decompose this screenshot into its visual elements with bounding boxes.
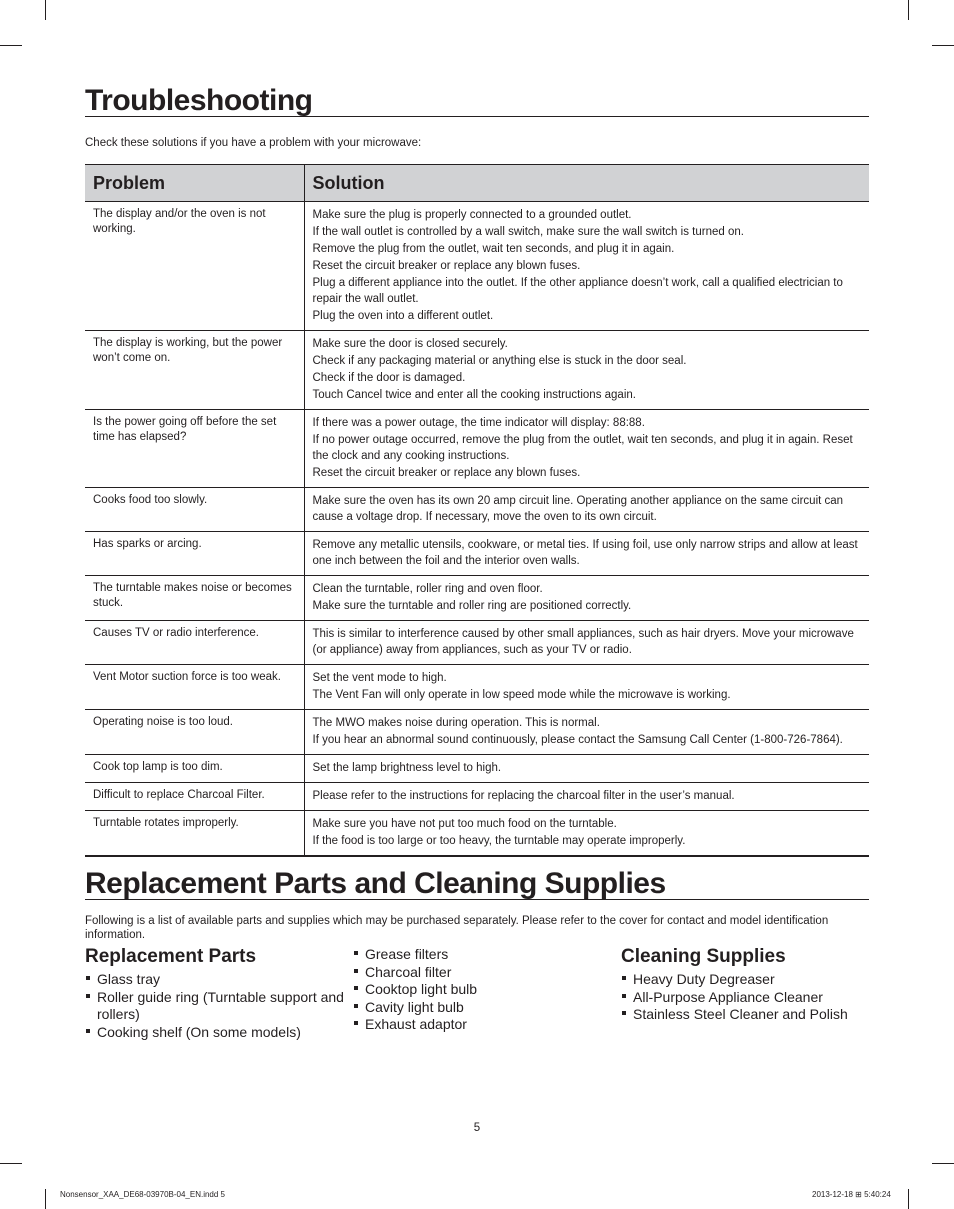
table-row (85, 202, 869, 331)
solution-line: Check if any packaging material or anything else is stuck in the door seal. (312, 355, 687, 367)
problem-cell: Turntable rotates improperly. (85, 811, 304, 857)
problem-cell: Has sparks or arcing. (85, 532, 304, 576)
list-item: Glass tray (85, 971, 345, 989)
list-item: Heavy Duty Degreaser (621, 971, 881, 989)
table-row (85, 532, 869, 576)
table-body (85, 202, 869, 857)
solution-line: Check if the door is damaged. (312, 372, 466, 384)
solution-line: If there was a power outage, the time indicator will display: 88:88. (312, 417, 645, 429)
solution-cell (304, 576, 869, 621)
solution-line: Make sure the plug is properly connected to a grounded outlet. (312, 209, 632, 221)
crop-mark (0, 1163, 22, 1164)
problem-cell: Is the power going off before the set time has elapsed? (85, 410, 304, 488)
solution-cell (304, 331, 869, 410)
table-row (85, 811, 869, 857)
list-item: Cooktop light bulb (353, 981, 553, 999)
crop-mark (45, 1189, 46, 1209)
solution-line: Reset the circuit breaker or replace any blown fuses. (312, 260, 581, 272)
problem-cell: Causes TV or radio interference. (85, 621, 304, 665)
table-row (85, 331, 869, 410)
problem-cell: Cooks food too slowly. (85, 488, 304, 532)
solution-cell (304, 410, 869, 488)
solution-cell (304, 202, 869, 331)
solution-cell (304, 811, 869, 857)
troubleshooting-title: Troubleshooting (85, 82, 869, 117)
replacement-intro: Following is a list of available parts and supplies which may be purchased separately. Please refer to the cover for contact and model identification information. (85, 915, 829, 941)
crop-mark (908, 0, 909, 20)
parts-list (85, 971, 345, 1041)
table-header-row (85, 165, 869, 202)
problem-column-header: Problem (85, 165, 304, 202)
problem-cell: Difficult to replace Charcoal Filter. (85, 783, 304, 811)
cleaning-list (621, 971, 881, 1024)
list-item: Grease filters (353, 946, 553, 964)
solution-line: Set the lamp brightness level to high. (312, 762, 502, 774)
list-item: Exhaust adaptor (353, 1016, 553, 1034)
solution-line: Remove any metallic utensils, cookware, or metal ties. If using foil, use only narrow strips and allow at least one inch between the foil and the interior oven walls. (312, 539, 858, 567)
list-item: All-Purpose Appliance Cleaner (621, 989, 881, 1007)
solution-line: If the food is too large or too heavy, the turntable may operate improperly. (312, 835, 686, 847)
problem-cell: Operating noise is too loud. (85, 710, 304, 755)
table-row (85, 576, 869, 621)
solution-line: Reset the circuit breaker or replace any blown fuses. (312, 467, 581, 479)
troubleshooting-table (85, 164, 869, 857)
solution-line: Set the vent mode to high. (312, 672, 447, 684)
table-row (85, 621, 869, 665)
problem-cell: The display is working, but the power won’t come on. (85, 331, 304, 410)
crop-mark (932, 45, 954, 46)
solution-cell (304, 532, 869, 576)
problem-cell: Cook top lamp is too dim. (85, 755, 304, 783)
crop-mark (932, 1163, 954, 1164)
solution-line: The Vent Fan will only operate in low speed mode while the microwave is working. (312, 689, 731, 701)
cleaning-supplies-heading: Cleaning Supplies (621, 946, 786, 967)
crop-mark (908, 1189, 909, 1209)
page-number: 5 (473, 1122, 481, 1134)
solution-line: Please refer to the instructions for replacing the charcoal filter in the user’s manual. (312, 790, 735, 802)
crop-mark (0, 45, 22, 46)
solution-cell (304, 621, 869, 665)
replacement-parts-column (85, 945, 345, 1041)
slug-timestamp: 2013-12-18 ⊞ 5:40:24 (812, 1190, 891, 1199)
problem-cell: Vent Motor suction force is too weak. (85, 665, 304, 710)
list-item: Cooking shelf (On some models) (85, 1024, 345, 1042)
slug-filename: Nonsensor_XAA_DE68-03970B-04_EN.indd 5 (60, 1190, 225, 1199)
solution-line: If you hear an abnormal sound continuously, please contact the Samsung Call Center (1-800-726-7864). (312, 734, 843, 746)
solution-line: Plug a different appliance into the outlet. If the other appliance doesn’t work, call a qualified electrician to repair the wall outlet. (312, 277, 843, 305)
list-item: Stainless Steel Cleaner and Polish (621, 1006, 881, 1024)
table-row (85, 783, 869, 811)
table-row (85, 710, 869, 755)
solution-line: Make sure the turntable and roller ring are positioned correctly. (312, 600, 632, 612)
solution-line: Touch Cancel twice and enter all the cooking instructions again. (312, 389, 636, 401)
solution-cell (304, 783, 869, 811)
table-row (85, 410, 869, 488)
solution-cell (304, 665, 869, 710)
replacement-title: Replacement Parts and Cleaning Supplies (85, 864, 869, 900)
solution-line: If the wall outlet is controlled by a wall switch, make sure the wall switch is turned on. (312, 226, 744, 238)
solution-cell (304, 755, 869, 783)
list-item: Charcoal filter (353, 964, 553, 982)
solution-line: Remove the plug from the outlet, wait ten seconds, and plug it in again. (312, 243, 675, 255)
problem-cell: The turntable makes noise or becomes stuck. (85, 576, 304, 621)
solution-cell (304, 710, 869, 755)
solution-cell (304, 488, 869, 532)
solution-line: Make sure you have not put too much food on the turntable. (312, 818, 617, 830)
replacement-parts-heading: Replacement Parts (85, 946, 257, 967)
solution-line: The MWO makes noise during operation. This is normal. (312, 717, 600, 729)
crop-mark (45, 0, 46, 20)
replacement-parts-column-2 (353, 946, 553, 1034)
problem-cell: The display and/or the oven is not working. (85, 202, 304, 331)
troubleshooting-intro: Check these solutions if you have a problem with your microwave: (85, 137, 422, 149)
list-item: Roller guide ring (Turntable support and rollers) (85, 989, 345, 1024)
solution-line: Make sure the oven has its own 20 amp circuit line. Operating another appliance on the same circuit can cause a voltage drop. If necessary, move the oven to its own circuit. (312, 495, 844, 523)
parts-list (353, 946, 553, 1034)
cleaning-supplies-column (621, 945, 881, 1024)
solution-line: This is similar to interference caused by other small appliances, such as hair dryers. Move your microwave (or appliance) away from appliances, such as your TV or radio. (312, 628, 854, 656)
solution-line: Make sure the door is closed securely. (312, 338, 508, 350)
table-row (85, 488, 869, 532)
table-row (85, 755, 869, 783)
solution-line: Plug the oven into a different outlet. (312, 310, 494, 322)
table-row (85, 665, 869, 710)
solution-line: Clean the turntable, roller ring and oven floor. (312, 583, 543, 595)
list-item: Cavity light bulb (353, 999, 553, 1017)
solution-column-header: Solution (304, 165, 869, 202)
solution-line: If no power outage occurred, remove the plug from the outlet, wait ten seconds, and plug it in again. Reset the clock and any cooking instructions. (312, 434, 853, 462)
